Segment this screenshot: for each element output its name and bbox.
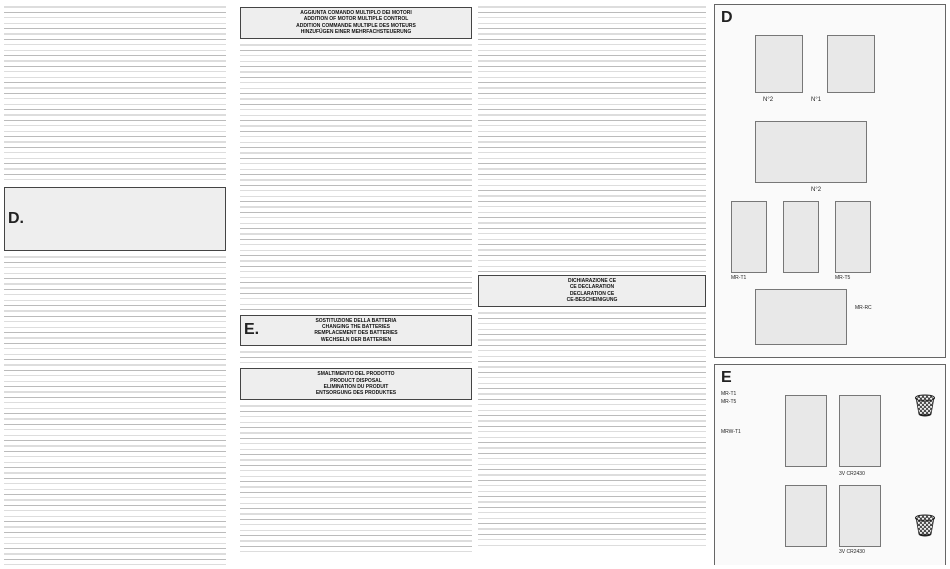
diagram-label: MR-T5 (721, 399, 737, 405)
crossed-bin-icon: 🗑 (911, 393, 939, 418)
heading-line: REMPLACEMENT DES BATTERIES (314, 330, 398, 337)
diagram-label: MRW-T1 (721, 429, 741, 435)
column-2 (240, 4, 472, 565)
diagram-label: MR-T5 (835, 275, 851, 281)
diagram-panel-d (714, 4, 946, 358)
remote-device-image (835, 201, 871, 273)
heading-ce-declaration (478, 275, 706, 307)
column-3 (478, 4, 706, 565)
heading-line: ADDITION COMMANDE MULTIPLE DES MOTEURS (296, 22, 416, 29)
body-text-block (240, 403, 472, 553)
body-text-block (240, 42, 472, 312)
heading-line: AGGIUNTA COMANDO MULTIPLO DEI MOTORI (300, 10, 412, 16)
diagram-label: 3V CR2430 (839, 471, 865, 477)
heading-multiple-control (240, 7, 472, 39)
diagram-panel-e (714, 364, 946, 565)
heading-line: CHANGING THE BATTERIES (322, 324, 390, 331)
remote-device-image (785, 395, 827, 467)
section-letter: D. (8, 210, 24, 227)
panel-letter: D (721, 9, 733, 26)
diagram-label: MR-RC (855, 305, 872, 311)
body-text-block (478, 4, 706, 272)
diagram-label: MR-T1 (731, 275, 747, 281)
remote-device-image (783, 201, 819, 273)
body-text-block (478, 310, 706, 550)
heading-line: PRODUCT DISPOSAL (330, 377, 382, 384)
heading-line: ADDITION OF MOTOR MULTIPLE CONTROL (303, 16, 409, 23)
heading-line: HINZUFÜGEN EINER MEHRFACHSTEUERUNG (300, 29, 412, 36)
remote-device-image (755, 289, 847, 345)
body-text-block (240, 349, 472, 365)
remote-device-image (827, 35, 875, 93)
remote-device-image (755, 35, 803, 93)
remote-device-image (731, 201, 767, 273)
diagram-label: N°1 (811, 97, 822, 103)
heading-batteries (240, 315, 472, 347)
heading-line: DICHIARAZIONE CE (567, 278, 617, 284)
heading-line: DECLARATION CE (569, 290, 615, 297)
column-4 (714, 4, 946, 565)
heading-line: WECHSELN DER BATTERIEN (320, 336, 392, 343)
heading-line: CE DECLARATION (569, 284, 615, 291)
panel-letter: E (721, 369, 732, 386)
remote-device-image (839, 395, 881, 467)
body-text-block (4, 254, 226, 565)
section-letter: E. (244, 321, 260, 339)
diagram-label: 3V CR2430 (839, 549, 865, 555)
heading-line: SMALTIMENTO DEL PRODOTTO (317, 371, 395, 378)
heading-line: ELIMINATION DU PRODUIT (323, 384, 389, 391)
body-text-block (4, 4, 226, 184)
heading-disposal (240, 368, 472, 400)
section-d-heading (4, 187, 226, 251)
heading-line: ENTSORGUNG DES PRODUKTES (315, 390, 397, 397)
remote-device-image (839, 485, 881, 547)
column-1 (4, 4, 226, 565)
diagram-label: MR-T1 (721, 391, 737, 397)
heading-line: SOSTITUZIONE DELLA BATTERIA (315, 317, 397, 324)
remote-device-image (755, 121, 867, 183)
heading-line: CE-BESCHEINIGUNG (566, 297, 618, 304)
diagram-label: N°2 (811, 187, 822, 193)
crossed-bin-icon: 🗑 (911, 513, 939, 538)
remote-device-image (785, 485, 827, 547)
diagram-label: N°2 (763, 97, 774, 103)
